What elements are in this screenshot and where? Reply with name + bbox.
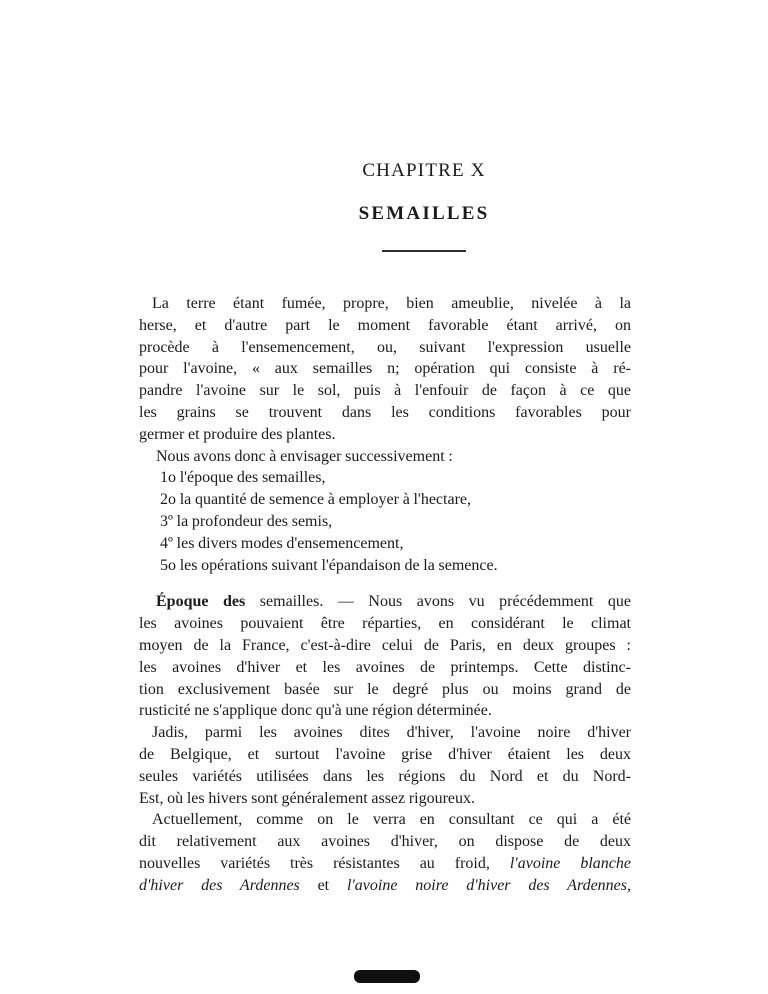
enum-item: 2o la quantité de semence à employer à l'hectare, xyxy=(160,491,471,509)
text-line: procède à l'ensemencement, ou, suivant l'expression usuelle xyxy=(139,338,631,356)
text-line: germer et produire des plantes. xyxy=(139,425,336,443)
title-divider xyxy=(382,250,466,252)
body-text xyxy=(139,293,631,897)
text-line: herse, et d'autre part le moment favorable étant arrivé, on xyxy=(139,316,631,334)
text-line: rusticité ne s'applique donc qu'à une région déterminée. xyxy=(139,702,492,720)
text-line xyxy=(139,853,631,875)
enum-item: 5o les opérations suivant l'épandaison de la semence. xyxy=(160,556,498,574)
text-line: pour l'avoine, « aux semailles n; opération qui consiste à ré- xyxy=(139,360,631,378)
text-line: de Belgique, et surtout l'avoine grise d'hiver étaient les deux xyxy=(139,745,631,763)
text-segment: semailles. — Nous avons vu précédemment que xyxy=(245,593,631,611)
enum-intro: Nous avons donc à envisager successivement : xyxy=(156,447,453,465)
page-title: SEMAILLES xyxy=(358,203,490,224)
enum-item: 1o l'époque des semailles, xyxy=(160,469,326,487)
text-line xyxy=(139,875,631,897)
enum-item: 4º les divers modes d'ensemencement, xyxy=(160,534,404,552)
text-line: Jadis, parmi les avoines dites d'hiver, l'avoine noire d'hiver xyxy=(152,724,631,742)
scan-artifact xyxy=(354,970,420,983)
text-line: Est, où les hivers sont généralement assez rigoureux. xyxy=(139,789,476,807)
enum-item: 3º la profondeur des semis, xyxy=(160,512,333,530)
text-line: Actuellement, comme on le verra en consultant ce qui a été xyxy=(152,811,631,829)
text-line: moyen de la France, c'est-à-dire celui de Paris, en deux groupes : xyxy=(139,636,631,654)
italic-phrase: d'hiver des Ardennes xyxy=(139,876,300,894)
text-line: pandre l'avoine sur le sol, puis à l'enfouir de façon à ce que xyxy=(139,382,631,400)
text-line: les avoines pouvaient être réparties, en considérant le climat xyxy=(139,615,631,633)
text-line xyxy=(139,591,631,613)
italic-phrase: l'avoine noire d'hiver des Ardennes, xyxy=(346,876,632,894)
text-segment: et xyxy=(299,876,347,894)
bold-lead: Époque des xyxy=(156,593,246,611)
text-line: dit relativement aux avoines d'hiver, on dispose de deux xyxy=(139,833,631,851)
text-line: les grains se trouvent dans les conditions favorables pour xyxy=(139,403,631,421)
text-line: seules variétés utilisées dans les régions du Nord et du Nord- xyxy=(139,767,631,785)
text-segment: nouvelles variétés très résistantes au froid, xyxy=(139,854,510,872)
italic-phrase: l'avoine blanche xyxy=(509,854,631,872)
chapter-heading: CHAPITRE X xyxy=(362,160,486,181)
text-line: La terre étant fumée, propre, bien ameublie, nivelée à la xyxy=(152,295,631,312)
text-line: tion exclusivement basée sur le degré plus ou moins grand de xyxy=(139,680,631,698)
text-line: les avoines d'hiver et les avoines de printemps. Cette distinc- xyxy=(139,658,631,676)
